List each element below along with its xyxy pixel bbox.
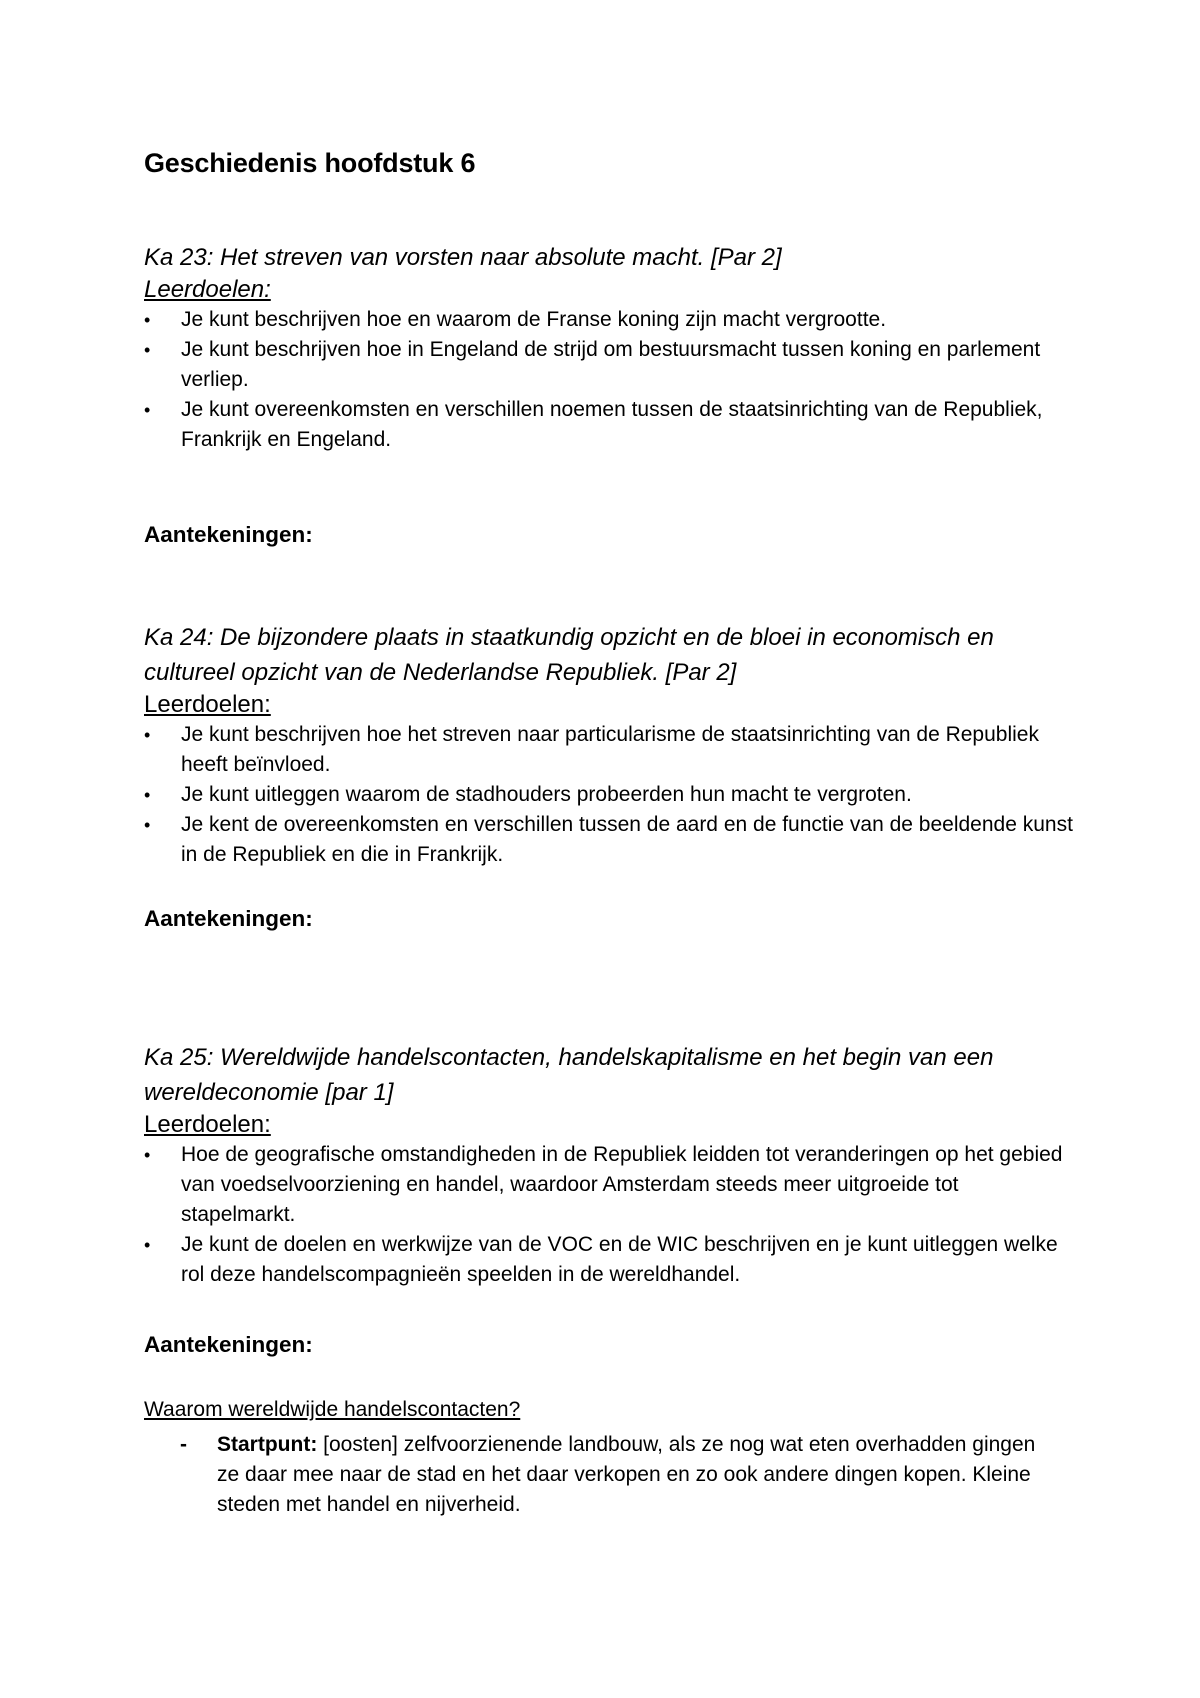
goals-list bbox=[144, 305, 1074, 455]
page-title: Geschiedenis hoofdstuk 6 bbox=[144, 148, 476, 178]
goal-text: Je kent de overeenkomsten en verschillen tussen de aard en de functie van de beeldende kunst in de Republiek en die in Frankrijk. bbox=[181, 813, 1073, 866]
bullet-icon: • bbox=[144, 1145, 151, 1165]
goals-list bbox=[144, 1140, 1074, 1290]
section-ka24 bbox=[144, 620, 1074, 870]
bullet-icon: • bbox=[144, 725, 151, 745]
section-heading: Ka 23: Het streven van vorsten naar absolute macht. [Par 2] bbox=[144, 244, 782, 271]
notes-label: Aantekeningen: bbox=[144, 906, 313, 931]
list-item bbox=[144, 810, 1074, 870]
section-ka23 bbox=[144, 240, 1074, 455]
bullet-icon: • bbox=[144, 400, 151, 420]
list-item bbox=[144, 305, 1074, 335]
section-heading: Ka 24: De bijzondere plaats in staatkundig opzicht en de bloei in economisch en cultureel opzicht van de Nederlandse Republiek. [Par 2] bbox=[144, 624, 994, 686]
notes-list bbox=[180, 1430, 1050, 1520]
goal-text: Je kunt beschrijven hoe in Engeland de strijd om bestuursmacht tussen koning en parlement verliep. bbox=[181, 338, 1041, 391]
goal-text: Je kunt beschrijven hoe en waarom de Franse koning zijn macht vergrootte. bbox=[181, 308, 887, 331]
goals-label: Leerdoelen: bbox=[144, 276, 271, 303]
notes-label: Aantekeningen: bbox=[144, 522, 313, 547]
goal-text: Hoe de geografische omstandigheden in de Republiek leidden tot veranderingen op het gebied van voedselvoorziening en handel, waardoor Amsterdam steeds meer uitgroeide tot stapelmarkt. bbox=[181, 1143, 1063, 1226]
list-item bbox=[144, 335, 1074, 395]
section-ka25 bbox=[144, 1040, 1074, 1290]
bullet-icon: • bbox=[144, 340, 151, 360]
note-text: [oosten] zelfvoorzienende landbouw, als ze nog wat eten overhadden gingen ze daar mee naar de stad en het daar verkopen en zo ook andere dingen kopen. Kleine steden met handel en nijverheid. bbox=[217, 1433, 1036, 1516]
goal-text: Je kunt uitleggen waarom de stadhouders probeerden hun macht te vergroten. bbox=[181, 783, 912, 806]
bullet-icon: • bbox=[144, 785, 151, 805]
goal-text: Je kunt de doelen en werkwijze van de VOC en de WIC beschrijven en je kunt uitleggen welke rol deze handelscompagnieën speelden in de wereldhandel. bbox=[181, 1233, 1058, 1286]
bullet-icon: • bbox=[144, 310, 151, 330]
list-item bbox=[144, 1140, 1074, 1230]
section-heading: Ka 25: Wereldwijde handelscontacten, handelskapitalisme en het begin van een wereldeconomie [par 1] bbox=[144, 1044, 994, 1106]
goals-label: Leerdoelen: bbox=[144, 691, 271, 718]
list-item bbox=[180, 1430, 1050, 1520]
list-item bbox=[144, 1230, 1074, 1290]
list-item bbox=[144, 720, 1074, 780]
bullet-icon: • bbox=[144, 1235, 151, 1255]
goals-label: Leerdoelen: bbox=[144, 1111, 271, 1138]
dash-icon: - bbox=[180, 1433, 187, 1456]
notes-sub-heading: Waarom wereldwijde handelscontacten? bbox=[144, 1398, 521, 1421]
goals-list bbox=[144, 720, 1074, 870]
list-item bbox=[144, 395, 1074, 455]
bullet-icon: • bbox=[144, 815, 151, 835]
note-lead: Startpunt: bbox=[217, 1433, 318, 1456]
notes-label: Aantekeningen: bbox=[144, 1332, 313, 1357]
list-item bbox=[144, 780, 1074, 810]
goal-text: Je kunt beschrijven hoe het streven naar particularisme de staatsinrichting van de Republiek heeft beïnvloed. bbox=[181, 723, 1039, 776]
goal-text: Je kunt overeenkomsten en verschillen noemen tussen de staatsinrichting van de Republiek, Frankrijk en Engeland. bbox=[181, 398, 1043, 451]
